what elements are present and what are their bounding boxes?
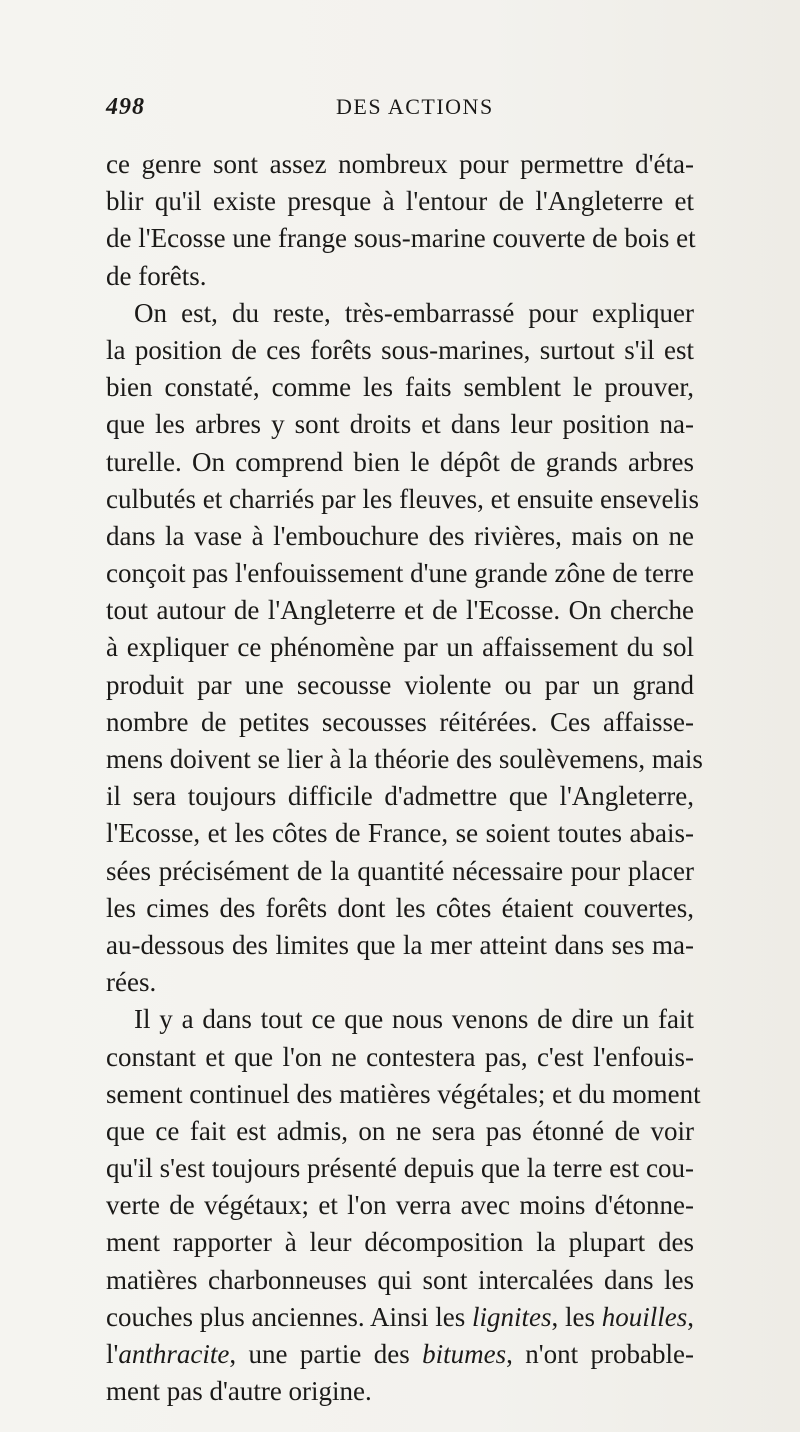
- italic-term: houilles: [601, 1301, 688, 1332]
- text-line: l'Ecosse, et les côtes de France, se soient toutes abais-: [106, 818, 694, 849]
- text-line: turelle. On comprend bien le dépôt de grands arbres: [106, 446, 694, 477]
- text-line: à expliquer ce phénomène par un affaissement du sol: [106, 632, 694, 663]
- text-line: de l'Ecosse une frange sous-marine couverte de bois et: [106, 223, 696, 254]
- text-line: On est, du reste, très-embarrassé pour expliquer: [134, 297, 694, 328]
- text-line: nombre de petites secousses réitérées. Ces affaisse-: [106, 706, 694, 737]
- text-line: culbutés et charriés par les fleuves, et ensuite ensevelis: [106, 483, 700, 514]
- text-line: matières charbonneuses qui sont intercalées dans les: [106, 1264, 694, 1295]
- text-line: que ce fait est admis, on ne sera pas étonné de voir: [106, 1115, 694, 1146]
- body-text: [106, 146, 703, 1410]
- text-line: [106, 1299, 694, 1336]
- text-line: ce genre sont assez nombreux pour permettre d'éta-: [106, 149, 694, 179]
- text-fragment: , n'ont probable-: [506, 1339, 695, 1369]
- text-line: blir qu'il existe presque à l'entour de l'Angleterre et: [106, 186, 694, 217]
- text-line: bien constaté, comme les faits semblent le prouver,: [106, 372, 694, 403]
- text-line: de forêts.: [106, 260, 207, 291]
- text-line: tout autour de l'Angleterre et de l'Ecosse. On cherche: [106, 595, 694, 626]
- text-fragment: , une partie des: [229, 1339, 423, 1369]
- italic-term: anthracite: [118, 1339, 230, 1369]
- text-line: produit par une secousse violente ou par un grand: [106, 669, 694, 700]
- text-line: rées.: [106, 967, 157, 998]
- text-line: dans la vase à l'embouchure des rivières, mais on ne: [106, 520, 694, 551]
- text-line: il sera toujours difficile d'admettre que l'Angleterre,: [106, 781, 694, 812]
- text-line: conçoit pas l'enfouissement d'une grande zône de terre: [106, 558, 694, 589]
- running-head: DES ACTIONS: [336, 94, 494, 119]
- text-line: verte de végétaux; et l'on verra avec moins d'étonne-: [106, 1190, 694, 1221]
- italic-term: bitumes: [422, 1339, 507, 1369]
- text-line: Il y a dans tout ce que nous venons de dire un fait: [134, 1004, 694, 1035]
- text-line: au-dessous des limites que la mer atteint dans ses ma-: [106, 929, 694, 960]
- text-fragment: ,: [687, 1301, 694, 1332]
- text-line: mens doivent se lier à la théorie des soulèvemens, mais: [106, 744, 703, 774]
- text-fragment: , les: [551, 1301, 602, 1332]
- page-number: 498: [106, 94, 145, 120]
- text-fragment: couches plus anciennes. Ainsi les: [106, 1301, 472, 1332]
- text-line: [106, 1336, 694, 1373]
- text-line: sement continuel des matières végétales; et du moment: [106, 1078, 701, 1109]
- page-header: [106, 94, 686, 134]
- italic-term: lignites: [471, 1301, 552, 1332]
- text-line: qu'il s'est toujours présenté depuis que la terre est cou-: [106, 1153, 694, 1184]
- text-line: ment pas d'autre origine.: [106, 1376, 372, 1407]
- text-line: constant et que l'on ne contestera pas, c'est l'enfouis-: [106, 1041, 694, 1072]
- text-line: la position de ces forêts sous-marines, surtout s'il est: [106, 334, 694, 365]
- text-fragment: l': [106, 1339, 119, 1369]
- text-line: que les arbres y sont droits et dans leur position na-: [106, 409, 694, 440]
- text-line: les cimes des forêts dont les côtes étaient couvertes,: [106, 892, 694, 923]
- text-line: ment rapporter à leur décomposition la plupart des: [106, 1227, 694, 1258]
- text-line: sées précisément de la quantité nécessaire pour placer: [106, 855, 694, 886]
